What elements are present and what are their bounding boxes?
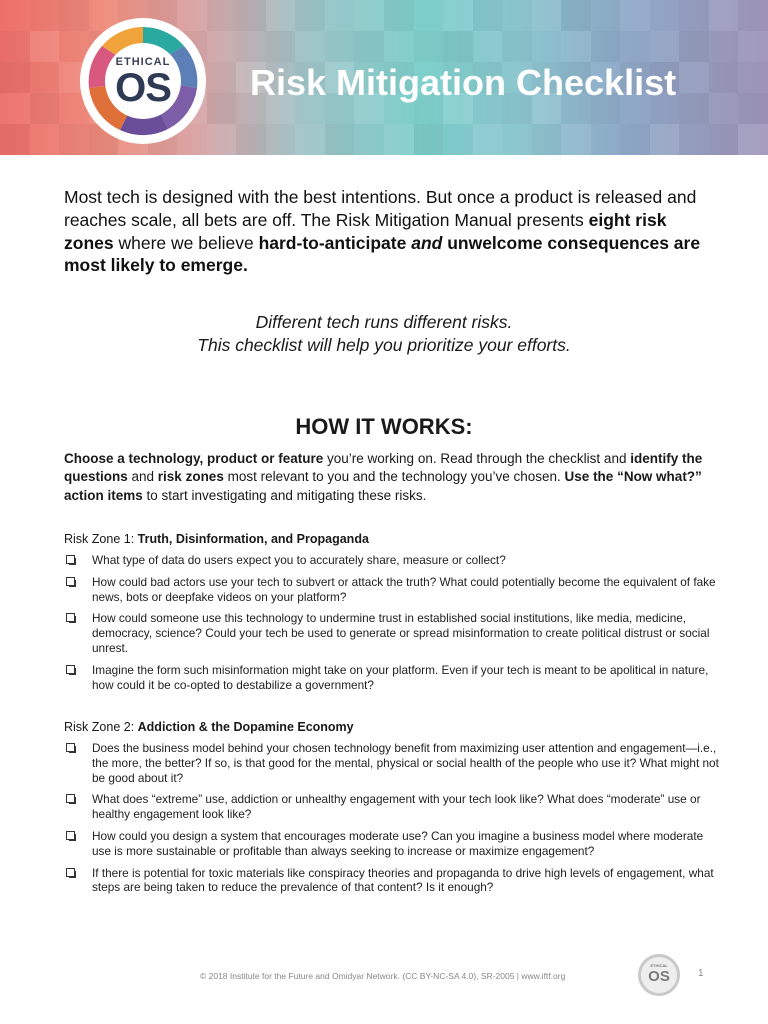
risk-zone-1-prefix: Risk Zone 1:	[64, 532, 138, 546]
checkbox-icon[interactable]	[66, 794, 75, 803]
page-title: Risk Mitigation Checklist	[250, 62, 677, 103]
checklist-item-text: How could you design a system that encourages moderate use? Can you imagine a business model where moderate use is more sustainable or profitable than always seeking to increase or maximize engagement?	[92, 828, 704, 858]
risk-zone-1	[64, 531, 724, 699]
intro-bold-2: hard-to-anticipate	[258, 232, 412, 253]
how-text-1: you’re working on. Read through the checklist and	[323, 451, 631, 466]
how-bold-3: risk zones	[157, 469, 224, 485]
checkbox-icon[interactable]	[66, 555, 75, 564]
checkbox-icon[interactable]	[66, 868, 75, 877]
footer-logo-text-ethical: ETHICAL	[650, 963, 668, 968]
checklist-item[interactable]	[64, 663, 724, 693]
checkbox-icon[interactable]	[66, 831, 75, 840]
checklist-item[interactable]	[64, 829, 724, 859]
checklist-item[interactable]	[64, 553, 724, 568]
checklist-item-text: How could bad actors use your tech to subvert or attack the truth? What could potentially become the equivalent of fake news, bots or deepfake videos on your platform?	[92, 574, 716, 604]
checklist-item-text: What type of data do users expect you to accurately share, measure or collect?	[92, 553, 506, 567]
footer-ethical-os-logo	[638, 954, 680, 996]
footer-copyright: © 2018 Institute for the Future and Omidyar Network. (CC BY-NC-SA 4.0), SR-2005 | www.iftf.org	[200, 971, 566, 981]
risk-zone-1-name: Truth, Disinformation, and Propaganda	[137, 532, 369, 546]
checklist-item[interactable]	[64, 575, 724, 605]
tagline-line-1: Different tech runs different risks.	[255, 312, 513, 332]
how-bold-4: Use the “Now what?” action items	[64, 469, 702, 503]
intro-bold-1: eight risk zones	[64, 209, 667, 253]
ethical-os-logo	[80, 18, 206, 144]
risk-zone-2-heading	[64, 719, 724, 735]
checklist-item-text: What does “extreme” use, addiction or unhealthy engagement with your tech look like? What does “moderate” use or healthy engagement look like?	[92, 792, 701, 822]
intro-paragraph	[64, 186, 714, 277]
checkbox-icon[interactable]	[66, 577, 75, 586]
checklist-item[interactable]	[64, 792, 724, 822]
checkbox-icon[interactable]	[66, 613, 75, 622]
header-banner	[0, 0, 768, 155]
checklist-item-text: Imagine the form such misinformation might take on your platform. Even if your tech is meant to be apolitical in nature, how could it be co-opted to destabilize a government?	[92, 662, 709, 692]
page-number: 1	[698, 968, 704, 979]
logo-text-ethical: ETHICAL	[115, 56, 171, 68]
risk-zone-2-name: Addiction & the Dopamine Economy	[137, 720, 354, 734]
tagline	[64, 311, 704, 356]
checklist-item-text: How could someone use this technology to undermine trust in established social institutions, like media, medicine, democracy, science? Could your tech be used to generate or spread misinformation to create political distrust or social unrest.	[92, 611, 710, 655]
tagline-line-2: This checklist will help you prioritize your efforts.	[197, 334, 571, 355]
intro-bold-3: unwelcome consequences are most likely to emerge.	[64, 232, 701, 276]
checklist-item[interactable]	[64, 741, 724, 785]
risk-zone-2-prefix: Risk Zone 2:	[64, 720, 138, 734]
logo-text-os: OS	[115, 66, 171, 110]
checkbox-icon[interactable]	[66, 665, 75, 674]
how-text-2: and	[127, 469, 158, 485]
checkbox-icon[interactable]	[66, 743, 75, 752]
checklist-item[interactable]	[64, 866, 724, 896]
risk-zone-2	[64, 719, 724, 902]
how-it-works-text	[64, 450, 714, 505]
intro-text-2: where we believe	[113, 232, 259, 253]
intro-text-1: Most tech is designed with the best intentions. But once a product is released and reaches scale, all bets are off. The Risk Mitigation Manual presents	[64, 187, 697, 230]
checklist-item[interactable]	[64, 611, 724, 655]
checklist-item-text: Does the business model behind your chosen technology benefit from maximizing user attention and engagement—i.e., the more, the better? If so, is that good for the mental, physical or social health of the people who use it? What might not be good about it?	[92, 741, 719, 785]
risk-zone-1-heading	[64, 531, 724, 547]
intro-italic-and: and	[411, 232, 443, 253]
how-text-3: most relevant to you and the technology you’ve chosen.	[223, 469, 565, 485]
how-bold-1: Choose a technology, product or feature	[64, 451, 324, 466]
how-bold-2: identify the questions	[64, 451, 703, 485]
checklist-item-text: If there is potential for toxic materials like conspiracy theories and propaganda to drive high levels of engagement, what steps are being taken to reduce the prevalence of that content? Is it enough?	[92, 865, 714, 895]
footer-logo-text-os: OS	[648, 968, 670, 985]
how-text-4: to start investigating and mitigating these risks.	[142, 487, 427, 503]
how-it-works-heading: HOW IT WORKS:	[295, 414, 473, 439]
